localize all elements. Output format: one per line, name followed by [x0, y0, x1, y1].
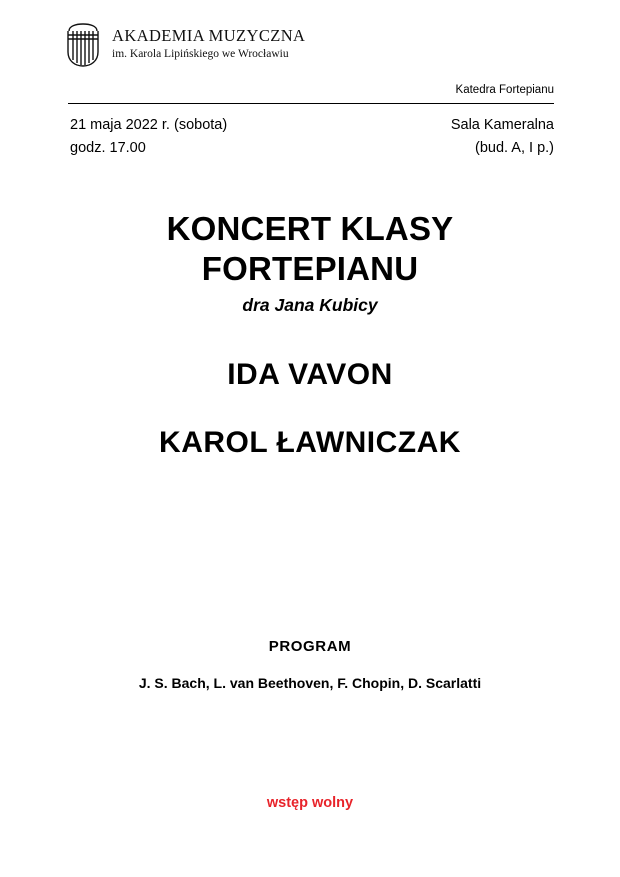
lyre-icon [62, 22, 104, 68]
program-composers: J. S. Bach, L. van Beethoven, F. Chopin, D. Scarlatti [138, 675, 482, 692]
institution-name-block [104, 22, 305, 62]
page-title-line2: FORTEPIANU [201, 250, 419, 288]
free-entry-note: wstęp wolny [266, 795, 354, 812]
performer-name-2: KAROL ŁAWNICZAK [159, 426, 461, 460]
institution-name: AKADEMIA MUZYCZNA [112, 26, 306, 45]
venue-name: Sala Kameralna [450, 117, 554, 133]
page-title [0, 209, 620, 290]
venue-detail: (bud. A, I p.) [475, 140, 554, 157]
page-title-line1: KONCERT KLASY [166, 209, 454, 247]
poster-header [0, 0, 620, 68]
program-heading: PROGRAM [268, 638, 352, 656]
department-label: Katedra Fortepianu [455, 84, 554, 96]
institution-subtitle: im. Karola Lipińskiego we Wrocławiu [112, 48, 289, 61]
event-time: godz. 17.00 [70, 140, 146, 157]
performer-name-1: IDA VAVON [227, 358, 393, 392]
event-date: 21 maja 2022 r. (sobota) [70, 117, 228, 133]
teacher-name: dra Jana Kubicy [242, 295, 378, 316]
event-datetime [70, 114, 227, 161]
event-info [70, 114, 554, 161]
header-divider [68, 103, 554, 104]
event-venue [451, 114, 554, 161]
